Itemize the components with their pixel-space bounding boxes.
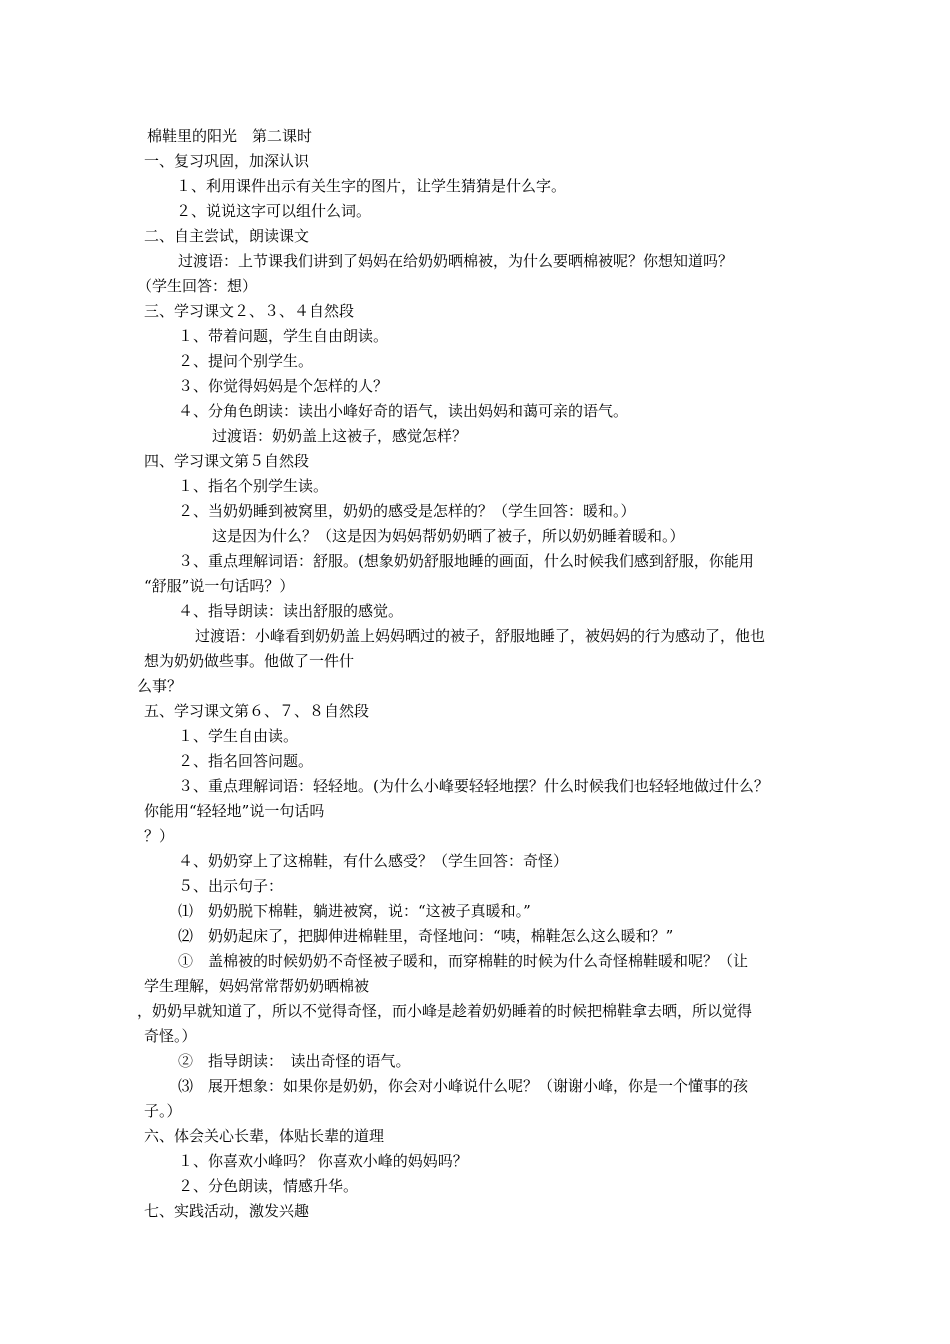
section-heading-5: 五、学习课文第６、７、８自然段	[144, 702, 370, 720]
list-item: ３、重点理解词语：轻轻地。(为什么小峰要轻轻地摆？什么时候我们也轻轻地做过什么？	[178, 777, 769, 795]
list-item: １、指名个别学生读。	[178, 477, 329, 495]
paragraph-line: （学生回答：想）	[137, 277, 258, 295]
list-item: ５、出示句子：	[178, 877, 284, 895]
list-item: ２、说说这字可以组什么词。	[176, 202, 372, 220]
paragraph-line: 这是因为什么？（这是因为妈妈帮奶奶晒了被子，所以奶奶睡着暖和。）	[212, 527, 685, 545]
list-item: ２、提问个别学生。	[178, 352, 314, 370]
section-heading-6: 六、体会关心长辈，体贴长辈的道理	[144, 1127, 385, 1145]
list-item: １、带着问题，学生自由朗读。	[178, 327, 389, 345]
sentence-item: ② 指导朗读： 读出奇怪的语气。	[178, 1052, 411, 1070]
list-item: ４、奶奶穿上了这棉鞋，有什么感受？（学生回答：奇怪）	[178, 852, 569, 870]
list-item: ４、指导朗读：读出舒服的感觉。	[178, 602, 404, 620]
transition-text: 过渡语：上节课我们讲到了妈妈在给奶奶晒棉被，为什么要晒棉被呢？你想知道吗？	[178, 252, 734, 270]
list-item: ３、重点理解词语：舒服。(想象奶奶舒服地睡的画面，什么时候我们感到舒服，你能用	[178, 552, 754, 570]
list-item: １、利用课件出示有关生字的图片，让学生猜猜是什么字。	[176, 177, 567, 195]
list-item: ３、你觉得妈妈是个怎样的人？	[178, 377, 389, 395]
paragraph-line: 你能用“轻轻地”说一句话吗	[144, 802, 325, 820]
transition-text: 过渡语：小峰看到奶奶盖上妈妈晒过的被子，舒服地睡了，被妈妈的行为感动了，他也	[195, 627, 766, 645]
paragraph-line: 奇怪。）	[144, 1027, 197, 1045]
sentence-item: ⑵ 奶奶起床了，把脚伸进棉鞋里，奇怪地问：“咦，棉鞋怎么这么暖和？”	[178, 927, 674, 945]
list-item: ４、分角色朗读：读出小峰好奇的语气，读出妈妈和蔼可亲的语气。	[178, 402, 629, 420]
sentence-item: ⑶ 展开想象：如果你是奶奶，你会对小峰说什么呢？（谢谢小峰，你是一个懂事的孩	[178, 1077, 749, 1095]
paragraph-line: “舒服”说一句话吗？）	[144, 577, 295, 595]
sentence-item: ① 盖棉被的时候奶奶不奇怪被子暖和，而穿棉鞋的时候为什么奇怪棉鞋暖和呢？（让	[178, 952, 749, 970]
list-item: １、学生自由读。	[178, 727, 299, 745]
paragraph-line: 想为奶奶做些事。他做了一件什	[144, 652, 355, 670]
list-item: ２、分色朗读，情感升华。	[178, 1177, 359, 1195]
paragraph-line: 子。）	[144, 1102, 182, 1120]
transition-text: 过渡语：奶奶盖上这被子，感觉怎样？	[212, 427, 468, 445]
doc-title: 棉鞋里的阳光 第二课时	[147, 127, 313, 145]
section-heading-1: 一、复习巩固，加深认识	[144, 152, 310, 170]
section-heading-7: 七、实践活动，激发兴趣	[144, 1202, 310, 1220]
list-item: １、你喜欢小峰吗？ 你喜欢小峰的妈妈吗？	[178, 1152, 468, 1170]
paragraph-line: 么事？	[137, 677, 183, 695]
sentence-item: ⑴ 奶奶脱下棉鞋，躺进被窝，说：“这被子真暖和。”	[178, 902, 531, 920]
list-item: ２、指名回答问题。	[178, 752, 314, 770]
list-item: ２、当奶奶睡到被窝里，奶奶的感受是怎样的？（学生回答：暖和。）	[178, 502, 636, 520]
section-heading-4: 四、学习课文第５自然段	[144, 452, 310, 470]
section-heading-3: 三、学习课文２、３、４自然段	[144, 302, 355, 320]
paragraph-line: ？）	[144, 827, 175, 845]
paragraph-line: 学生理解，妈妈常常帮奶奶晒棉被	[144, 977, 370, 995]
section-heading-2: 二、自主尝试，朗读课文	[144, 227, 310, 245]
paragraph-line: ，奶奶早就知道了，所以不觉得奇怪，而小峰是趁着奶奶睡着的时候把棉鞋拿去晒，所以觉得	[137, 1002, 753, 1020]
